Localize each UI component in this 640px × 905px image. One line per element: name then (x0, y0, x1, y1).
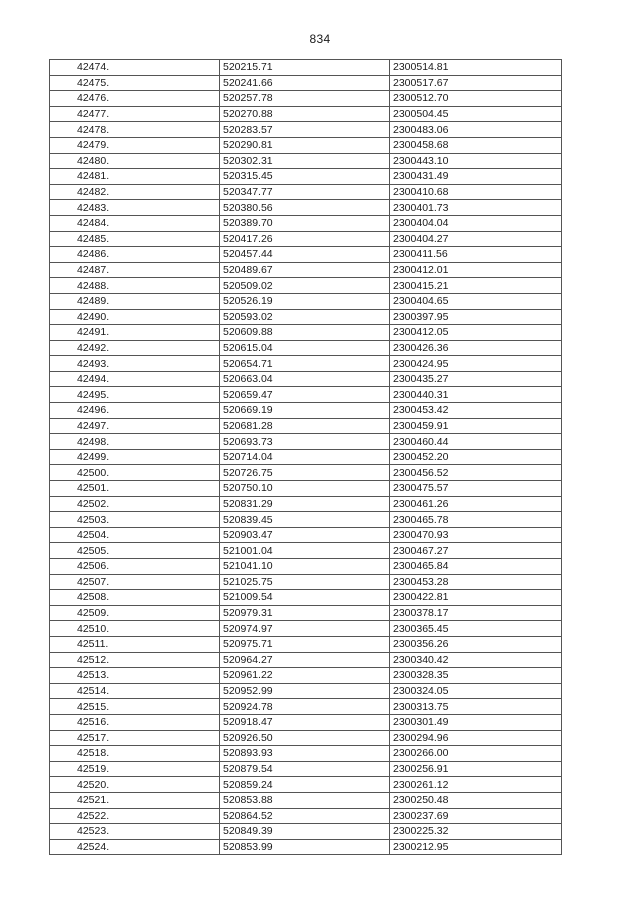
x-coordinate-cell: 520509.02 (220, 278, 390, 294)
point-number-cell: 42514. (50, 683, 220, 699)
table-row (50, 652, 562, 668)
x-coordinate-cell: 520663.04 (220, 371, 390, 387)
x-coordinate-cell: 520270.88 (220, 106, 390, 122)
table-row (50, 699, 562, 715)
point-number-cell: 42507. (50, 574, 220, 590)
table-row (50, 309, 562, 325)
table-row (50, 137, 562, 153)
y-coordinate-cell: 2300212.95 (390, 839, 562, 855)
x-coordinate-cell: 520609.88 (220, 325, 390, 341)
y-coordinate-cell: 2300397.95 (390, 309, 562, 325)
table-row (50, 122, 562, 138)
table-row (50, 605, 562, 621)
y-coordinate-cell: 2300483.06 (390, 122, 562, 138)
x-coordinate-cell: 520924.78 (220, 699, 390, 715)
y-coordinate-cell: 2300266.00 (390, 746, 562, 762)
table-row (50, 839, 562, 855)
point-number-cell: 42503. (50, 512, 220, 528)
y-coordinate-cell: 2300404.04 (390, 215, 562, 231)
x-coordinate-cell: 520975.71 (220, 636, 390, 652)
x-coordinate-cell: 520849.39 (220, 824, 390, 840)
x-coordinate-cell: 520839.45 (220, 512, 390, 528)
y-coordinate-cell: 2300440.31 (390, 387, 562, 403)
x-coordinate-cell: 520417.26 (220, 231, 390, 247)
point-number-cell: 42500. (50, 465, 220, 481)
y-coordinate-cell: 2300313.75 (390, 699, 562, 715)
point-number-cell: 42520. (50, 777, 220, 793)
x-coordinate-cell: 520853.88 (220, 792, 390, 808)
y-coordinate-cell: 2300460.44 (390, 434, 562, 450)
y-coordinate-cell: 2300415.21 (390, 278, 562, 294)
y-coordinate-cell: 2300431.49 (390, 169, 562, 185)
point-number-cell: 42474. (50, 60, 220, 76)
point-number-cell: 42524. (50, 839, 220, 855)
y-coordinate-cell: 2300512.70 (390, 91, 562, 107)
x-coordinate-cell: 520831.29 (220, 496, 390, 512)
point-number-cell: 42497. (50, 418, 220, 434)
table-row (50, 231, 562, 247)
table-row (50, 75, 562, 91)
table-row (50, 590, 562, 606)
table-row (50, 636, 562, 652)
table-row (50, 200, 562, 216)
y-coordinate-cell: 2300475.57 (390, 481, 562, 497)
table-row (50, 621, 562, 637)
point-number-cell: 42521. (50, 792, 220, 808)
point-number-cell: 42517. (50, 730, 220, 746)
y-coordinate-cell: 2300465.78 (390, 512, 562, 528)
x-coordinate-cell: 521025.75 (220, 574, 390, 590)
point-number-cell: 42512. (50, 652, 220, 668)
x-coordinate-cell: 520853.99 (220, 839, 390, 855)
y-coordinate-cell: 2300435.27 (390, 371, 562, 387)
point-number-cell: 42485. (50, 231, 220, 247)
x-coordinate-cell: 520714.04 (220, 449, 390, 465)
x-coordinate-cell: 520302.31 (220, 153, 390, 169)
point-number-cell: 42479. (50, 137, 220, 153)
table-row (50, 184, 562, 200)
point-number-cell: 42493. (50, 356, 220, 372)
y-coordinate-cell: 2300458.68 (390, 137, 562, 153)
table-row (50, 683, 562, 699)
table-row (50, 574, 562, 590)
table-row (50, 356, 562, 372)
y-coordinate-cell: 2300465.84 (390, 559, 562, 575)
coordinates-table (49, 59, 562, 855)
x-coordinate-cell: 520750.10 (220, 481, 390, 497)
point-number-cell: 42491. (50, 325, 220, 341)
x-coordinate-cell: 520864.52 (220, 808, 390, 824)
point-number-cell: 42504. (50, 527, 220, 543)
x-coordinate-cell: 520593.02 (220, 309, 390, 325)
x-coordinate-cell: 520290.81 (220, 137, 390, 153)
y-coordinate-cell: 2300514.81 (390, 60, 562, 76)
table-row (50, 169, 562, 185)
point-number-cell: 42483. (50, 200, 220, 216)
point-number-cell: 42519. (50, 761, 220, 777)
x-coordinate-cell: 520726.75 (220, 465, 390, 481)
table-row (50, 714, 562, 730)
x-coordinate-cell: 520669.19 (220, 403, 390, 419)
x-coordinate-cell: 520257.78 (220, 91, 390, 107)
point-number-cell: 42496. (50, 403, 220, 419)
point-number-cell: 42486. (50, 247, 220, 263)
y-coordinate-cell: 2300453.42 (390, 403, 562, 419)
y-coordinate-cell: 2300237.69 (390, 808, 562, 824)
y-coordinate-cell: 2300404.27 (390, 231, 562, 247)
x-coordinate-cell: 520241.66 (220, 75, 390, 91)
y-coordinate-cell: 2300340.42 (390, 652, 562, 668)
y-coordinate-cell: 2300261.12 (390, 777, 562, 793)
page-number: 834 (309, 32, 331, 46)
table-row (50, 808, 562, 824)
y-coordinate-cell: 2300225.32 (390, 824, 562, 840)
y-coordinate-cell: 2300401.73 (390, 200, 562, 216)
x-coordinate-cell: 520918.47 (220, 714, 390, 730)
y-coordinate-cell: 2300301.49 (390, 714, 562, 730)
table-row (50, 496, 562, 512)
point-number-cell: 42490. (50, 309, 220, 325)
table-row (50, 262, 562, 278)
table-row (50, 247, 562, 263)
x-coordinate-cell: 520526.19 (220, 293, 390, 309)
point-number-cell: 42495. (50, 387, 220, 403)
table-row (50, 215, 562, 231)
y-coordinate-cell: 2300459.91 (390, 418, 562, 434)
x-coordinate-cell: 521041.10 (220, 559, 390, 575)
x-coordinate-cell: 520615.04 (220, 340, 390, 356)
y-coordinate-cell: 2300404.65 (390, 293, 562, 309)
table-row (50, 434, 562, 450)
point-number-cell: 42501. (50, 481, 220, 497)
table-row (50, 527, 562, 543)
x-coordinate-cell: 520457.44 (220, 247, 390, 263)
y-coordinate-cell: 2300412.05 (390, 325, 562, 341)
point-number-cell: 42511. (50, 636, 220, 652)
y-coordinate-cell: 2300456.52 (390, 465, 562, 481)
x-coordinate-cell: 521001.04 (220, 543, 390, 559)
table-row (50, 746, 562, 762)
x-coordinate-cell: 520347.77 (220, 184, 390, 200)
point-number-cell: 42489. (50, 293, 220, 309)
x-coordinate-cell: 520681.28 (220, 418, 390, 434)
y-coordinate-cell: 2300412.01 (390, 262, 562, 278)
table-row (50, 730, 562, 746)
y-coordinate-cell: 2300467.27 (390, 543, 562, 559)
x-coordinate-cell: 520693.73 (220, 434, 390, 450)
x-coordinate-cell: 520879.54 (220, 761, 390, 777)
y-coordinate-cell: 2300365.45 (390, 621, 562, 637)
table-row (50, 512, 562, 528)
point-number-cell: 42478. (50, 122, 220, 138)
table-row (50, 293, 562, 309)
y-coordinate-cell: 2300424.95 (390, 356, 562, 372)
x-coordinate-cell: 521009.54 (220, 590, 390, 606)
y-coordinate-cell: 2300453.28 (390, 574, 562, 590)
y-coordinate-cell: 2300294.96 (390, 730, 562, 746)
y-coordinate-cell: 2300517.67 (390, 75, 562, 91)
y-coordinate-cell: 2300426.36 (390, 340, 562, 356)
point-number-cell: 42494. (50, 371, 220, 387)
point-number-cell: 42492. (50, 340, 220, 356)
y-coordinate-cell: 2300443.10 (390, 153, 562, 169)
point-number-cell: 42505. (50, 543, 220, 559)
x-coordinate-cell: 520859.24 (220, 777, 390, 793)
table-row (50, 777, 562, 793)
table-row (50, 668, 562, 684)
point-number-cell: 42477. (50, 106, 220, 122)
y-coordinate-cell: 2300328.35 (390, 668, 562, 684)
x-coordinate-cell: 520215.71 (220, 60, 390, 76)
table-row (50, 153, 562, 169)
table-row (50, 824, 562, 840)
point-number-cell: 42510. (50, 621, 220, 637)
x-coordinate-cell: 520926.50 (220, 730, 390, 746)
table-row (50, 792, 562, 808)
table-row (50, 559, 562, 575)
point-number-cell: 42480. (50, 153, 220, 169)
point-number-cell: 42513. (50, 668, 220, 684)
table-row (50, 371, 562, 387)
x-coordinate-cell: 520659.47 (220, 387, 390, 403)
x-coordinate-cell: 520380.56 (220, 200, 390, 216)
table-row (50, 387, 562, 403)
point-number-cell: 42515. (50, 699, 220, 715)
y-coordinate-cell: 2300422.81 (390, 590, 562, 606)
y-coordinate-cell: 2300411.56 (390, 247, 562, 263)
table-body (50, 60, 562, 855)
point-number-cell: 42516. (50, 714, 220, 730)
point-number-cell: 42488. (50, 278, 220, 294)
x-coordinate-cell: 520964.27 (220, 652, 390, 668)
y-coordinate-cell: 2300256.91 (390, 761, 562, 777)
x-coordinate-cell: 520952.99 (220, 683, 390, 699)
y-coordinate-cell: 2300461.26 (390, 496, 562, 512)
table-row (50, 403, 562, 419)
table-row (50, 481, 562, 497)
x-coordinate-cell: 520315.45 (220, 169, 390, 185)
point-number-cell: 42498. (50, 434, 220, 450)
table-row (50, 60, 562, 76)
point-number-cell: 42509. (50, 605, 220, 621)
table-row (50, 465, 562, 481)
table-row (50, 325, 562, 341)
point-number-cell: 42506. (50, 559, 220, 575)
table-row (50, 91, 562, 107)
table-row (50, 278, 562, 294)
x-coordinate-cell: 520961.22 (220, 668, 390, 684)
table-row (50, 340, 562, 356)
point-number-cell: 42499. (50, 449, 220, 465)
x-coordinate-cell: 520893.93 (220, 746, 390, 762)
x-coordinate-cell: 520489.67 (220, 262, 390, 278)
x-coordinate-cell: 520979.31 (220, 605, 390, 621)
y-coordinate-cell: 2300470.93 (390, 527, 562, 543)
point-number-cell: 42482. (50, 184, 220, 200)
point-number-cell: 42475. (50, 75, 220, 91)
y-coordinate-cell: 2300410.68 (390, 184, 562, 200)
x-coordinate-cell: 520903.47 (220, 527, 390, 543)
table-row (50, 543, 562, 559)
x-coordinate-cell: 520283.57 (220, 122, 390, 138)
table-row (50, 761, 562, 777)
table-row (50, 106, 562, 122)
x-coordinate-cell: 520389.70 (220, 215, 390, 231)
point-number-cell: 42476. (50, 91, 220, 107)
y-coordinate-cell: 2300452.20 (390, 449, 562, 465)
table-row (50, 418, 562, 434)
y-coordinate-cell: 2300504.45 (390, 106, 562, 122)
y-coordinate-cell: 2300250.48 (390, 792, 562, 808)
point-number-cell: 42522. (50, 808, 220, 824)
point-number-cell: 42484. (50, 215, 220, 231)
x-coordinate-cell: 520654.71 (220, 356, 390, 372)
y-coordinate-cell: 2300378.17 (390, 605, 562, 621)
y-coordinate-cell: 2300324.05 (390, 683, 562, 699)
x-coordinate-cell: 520974.97 (220, 621, 390, 637)
y-coordinate-cell: 2300356.26 (390, 636, 562, 652)
point-number-cell: 42502. (50, 496, 220, 512)
point-number-cell: 42481. (50, 169, 220, 185)
point-number-cell: 42508. (50, 590, 220, 606)
point-number-cell: 42518. (50, 746, 220, 762)
table-row (50, 449, 562, 465)
point-number-cell: 42487. (50, 262, 220, 278)
point-number-cell: 42523. (50, 824, 220, 840)
